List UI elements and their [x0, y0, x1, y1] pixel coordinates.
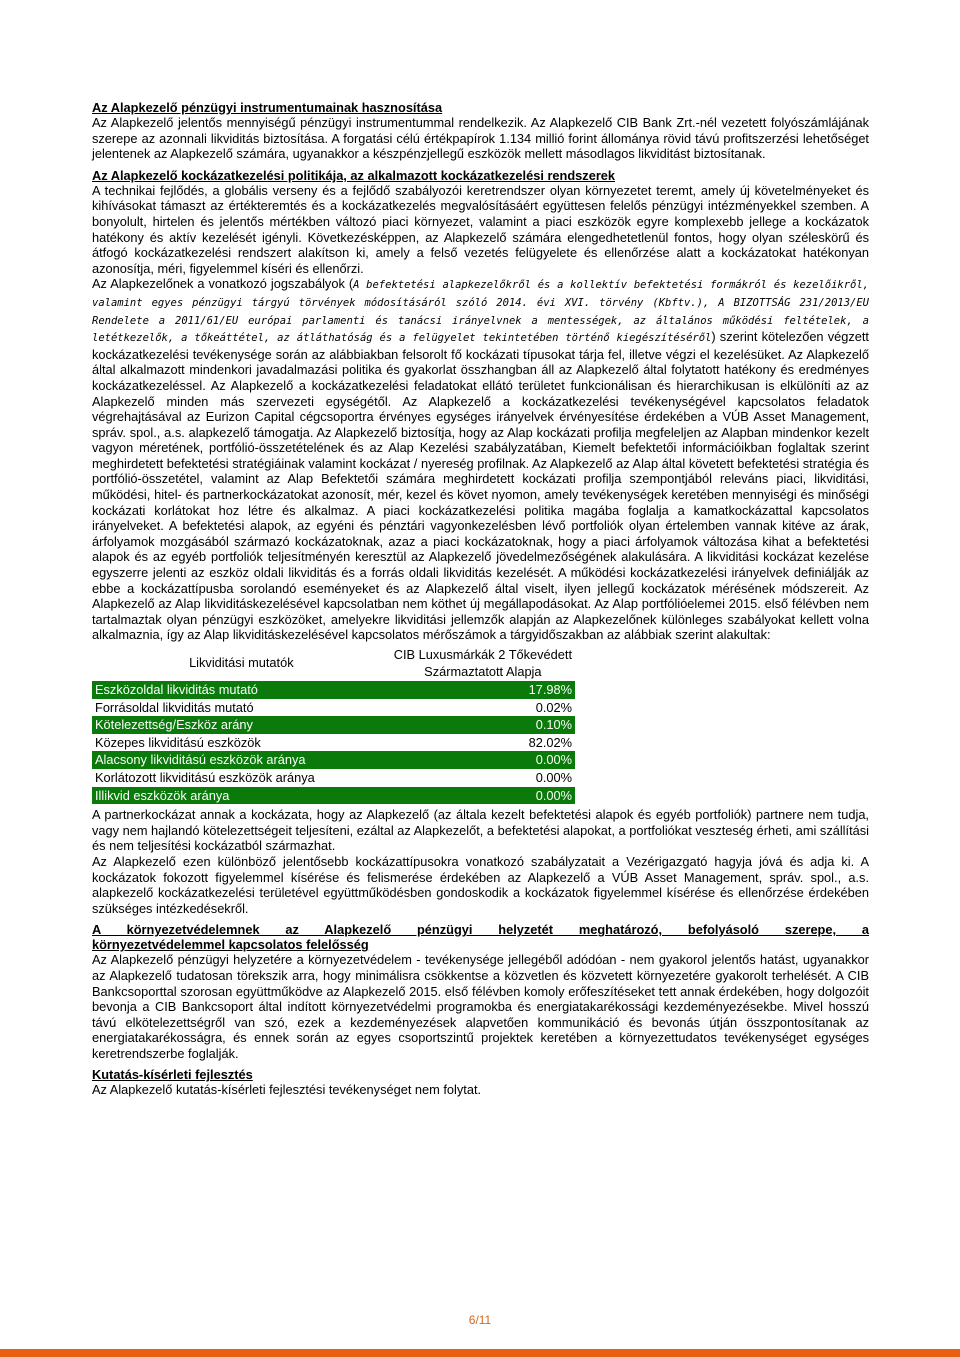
- fund-name-line1: CIB Luxusmárkák 2 Tőkevédett: [393, 647, 572, 662]
- table-row: [92, 769, 575, 787]
- table-row-label: Korlátozott likviditású eszközök aránya: [95, 769, 315, 785]
- section-heading-environment: A környezetvédelemnek az Alapkezelő pénzügyi helyzetét meghatározó, befolyásoló szerepe, a: [92, 922, 869, 938]
- liquidity-table: [92, 645, 575, 804]
- table-row: [92, 787, 575, 805]
- table-row: [92, 751, 575, 769]
- table-header-row: [92, 645, 575, 681]
- risk-main-text: ) szerint kötelezően végzett kockázatkezelési tevékenysége során az alábbiakban felsorolt fő kockázati típusokat tárja fel, illetve végzi el kezelésüket. Az Alapkezelő által alkalmazott mindenkori javadalmazási politika és gyakorlat összhangban áll az Alapkezelő által folytatott hatékony és eredményes kockázatkezeléssel. Az Alapkezelő a kockázatkezelési feladatokat ellátó területet funkcionálisan és hierarchikusan is elkülöníti az az Alapkezelő minden más szervezeti egységétől. Az Alapkezelő a kockázatkezelési tevékenységével kapcsolatos feladatok végrehajtásával az Eurizon Capital cégcsoportra érvényes egységes irányelvek érvényesítése érdekében a VÚB Asset Management, správ. spol., a.s. alapkezelő támogatja. Az Alapkezelő biztosítja, hogy az Alap kockázati profilja megfeleljen az Alapban mindenkor kezelt vagyon méretének, portfólió-összetételének és az Alap Kezelési szabályzatában, Kiemelt befektetői információikban foglaltak szerint meghirdetett befektetési stratégiáinak valamint kockázat / nyereség profilnak. Az Alapkezelő az Alap által követett befektetési stratégia és portfólió-összetétel, valamint az Alap Befektetői számára meghirdetett kockázati profilja szempontjából releváns piaci, likviditási, működési, hitel- és partnerkockázatokat azonosít, mér, kezel és követ nyomon, amely tevékenységek keretében mennyiségi és minőségi kockázati korlátokat hoz létre és alkalmaz. A piaci kockázatkezelési politika magába foglalja a kamatkockázattal kapcsolatos irányelveket. A befektetési alapok, az egyéni és pénztári vagyonkezelésben lévő portfoliók olyan értelemben vannak kitéve az árak, árfolyamok mozgásából származó kockázatoknak, azaz a piaci kockázatoknak, hogy a piaci árfolyamok változása kihat a befektetési alapok és az egyéb portfoliók teljesítményén keresztül az Alapkezelő jövedelmezőségének alakulására. A likviditási kockázat kezelése egyszerre jelenti az eszköz oldali likviditás és a forrás oldali likviditás kezelését. A működési kockázatkezelési irányelvek definiálják az ebbe a kockázattípusba sorolandó eseményeket és az Alapkezelő által viselt, ilyen jellegű kockázatok mérésének módszereit. Az Alapkezelő az Alap likviditáskezelésével kapcsolatban nem köthet új megállapodásokat. Az Alap portfólióelemei 2015. első félévben nem tartalmaztak olyan pénzügyi eszközöket, amelyekre likviditási jellemzők alapján az Alapkezelőnek különleges szabályokat kellett volna alkalmaznia, így az Alap likviditáskezelésével kapcsolatos mérőszámok a tárgyidőszakban az alábbiak szerint alakultak:: [92, 329, 869, 643]
- table-row-value: 0.00%: [535, 769, 572, 785]
- table-row-label: Forrásoldal likviditás mutató: [95, 699, 254, 715]
- table-row-label: Kötelezettség/Eszköz arány: [92, 716, 391, 734]
- table-row-value: 0.02%: [535, 699, 572, 715]
- table-row-value: 17.98%: [391, 681, 575, 699]
- table-row: [92, 699, 575, 717]
- legal-intro-text: Az Alapkezelőnek a vonatkozó jogszabályok (: [92, 276, 354, 292]
- paragraph-counterparty-risk: A partnerkockázat annak a kockázata, hogy az Alapkezelő (az általa kezelt befektetési alapok és egyéb portfoliók) partnere nem tudja, vagy nem hajlandó kötelezettségeit teljesíteni, ezáltal az Alapkezelőt, a befektetési alapokat, a portfoliókat veszteség érheti, ami szállítási és nem teljesítési kockázatból származhat.: [92, 807, 869, 854]
- legal-references-text: A befektetési alapkezelőkről és a kollektív befektetési formákról és kezelőikről, valamint egyes pénzügyi tárgyú törvények módosításáról szóló 2014. évi XVI. törvény (Kbftv.), A BIZOTTSÁG 231/2013/EU Rendelete a 2011/61/EU európai parlamenti és tanácsi irányelvnek a mentességek, az általános működési feltételek, a letétkezelők, a tőkeáttétel, az átláthatóság és a felügyelet tekintetében történő kiegészítéséről: [92, 279, 870, 345]
- page-content: [92, 100, 869, 1098]
- table-header-fund: [391, 645, 575, 681]
- table-row-label: Közepes likviditású eszközök: [95, 734, 261, 750]
- table-row-value: 0.00%: [391, 751, 575, 769]
- table-row-label: Illikvid eszközök aránya: [92, 787, 391, 805]
- fund-name-line2: Származtatott Alapja: [424, 664, 542, 679]
- section-heading-research: Kutatás-kísérleti fejlesztés: [92, 1067, 253, 1083]
- section-heading-risk-management: Az Alapkezelő kockázatkezelési politikája, az alkalmazott kockázatkezelési rendszerek: [92, 167, 616, 183]
- paragraph-financial-instruments: Az Alapkezelő jelentős mennyiségű pénzügyi instrumentummal rendelkezik. Az Alapkezelő CIB Bank Zrt.-nél vezetett folyószámlájának szerepe az azonnali likviditás biztosítása. A forgatási célú értékpapírok 1.134 millió forint állománya rövid távú profitszerzési lehetőséget jelentenek az Alapkezelő számára, ugyanakkor a készpénzjellegű eszközök mellett másodlagos likviditást biztosítanak.: [92, 115, 869, 162]
- paragraph-risk-legal: [92, 276, 869, 643]
- footer-accent-bar: [0, 1349, 960, 1357]
- table-row-label: Eszközoldal likviditás mutató: [92, 681, 391, 699]
- table-row: [92, 734, 575, 752]
- paragraph-risk-intro: A technikai fejlődés, a globális verseny és a fejlődő szabályozói keretrendszer olyan környezetet teremt, amely új követelményeket és kihívásokat támaszt az értékteremtés és a kockázatkezelés megvalósításáért együttesen felelős pénzügyi intézményekkel szemben. A bonyolult, hirtelen és jelentős mértékben változó piaci környezet, valamint a piaci eszközök egyre komplexebb jellege a kockázatok hatékony és aktív kezelését igényli. Következésképpen, az Alapkezelő számára elengedhetetlenül fontos, hogy olyan széleskörű és átfogó kockázatkezelési rendszert alakítson ki, amely a felső vezetés felügyelete és ellenőrzése alatt a kockázatokat hatékonyan azonosítja, méri, figyelemmel kíséri és ellenőrzi.: [92, 182, 869, 276]
- section-heading-financial-instruments: Az Alapkezelő pénzügyi instrumentumainak hasznosítása: [92, 100, 443, 115]
- page-number: 6/11: [468, 1313, 492, 1327]
- section-heading-environment-line2: környezetvédelemmel kapcsolatos felelősség: [92, 937, 369, 953]
- table-row: [92, 716, 575, 734]
- table-row-value: 0.00%: [391, 787, 575, 805]
- table-row: [92, 681, 575, 699]
- table-header-indicators: Likviditási mutatók: [189, 655, 294, 671]
- table-row-value: 0.10%: [391, 716, 575, 734]
- table-row-label: Alacsony likviditású eszközök aránya: [92, 751, 391, 769]
- paragraph-environment: Az Alapkezelő pénzügyi helyzetére a környezetvédelem - tevékenysége jellegéből adódóan - nem gyakorol jelentős hatást, ugyanakkor az Alapkezelő tudatosan törekszik arra, hogy minimálisra csökkentse a közvetlen és közvetett környezetére gyakorolt terhelését. A CIB Bankcsoporttal szorosan együttműködve az Alapkezelő 2015. első félévben komoly erőfeszítéseket tett annak érdekében, hogy dolgozóit bevonja a CIB Bankcsoport által indított környezetvédelmi programokba és energiatakarékossági kezdeményezésekbe. Mivel hosszú távú elkötelezettségről van szó, ezek a kezdeményezések alapvetően kommunikáció és bevonás útján összpontosítanak az energiatakarékosságra, és ennek során az egyes csoportszintű projektek keretében a környezettudatos tevékenységet egységes keretrendszerbe foglalják.: [92, 952, 869, 1061]
- table-row-value: 82.02%: [528, 734, 572, 750]
- paragraph-research: Az Alapkezelő kutatás-kísérleti fejlesztési tevékenységet nem folytat.: [92, 1082, 482, 1098]
- paragraph-risk-policies: Az Alapkezelő ezen különböző jelentősebb kockázattípusokra vonatkozó szabályzatait a Vezérigazgató hagyja jóvá és adja ki. A kockázatok fokozott figyelemmel kísérése és felismerése érdekében az Alapkezelő a VÚB Asset Management, správ. spol., a.s. alapkezelő kockázatkezelési területével együttműködésben gondoskodik a kockázatok figyelemmel kísérése és ellenőrzése érdekében szükséges intézkedésekről.: [92, 853, 869, 916]
